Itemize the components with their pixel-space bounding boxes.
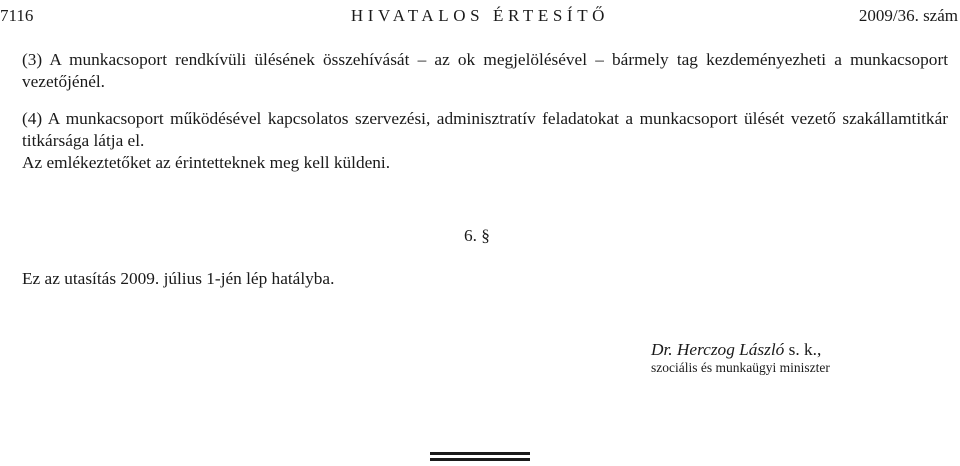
journal-title: HIVATALOS ÉRTESÍTŐ	[350, 6, 610, 25]
effective-date-text: Ez az utasítás 2009. július 1-jén lép hatályba.	[22, 269, 335, 288]
page-header	[0, 6, 960, 28]
signer-suffix: s. k.,	[784, 340, 822, 359]
footer-double-rule	[430, 452, 530, 464]
rule-line-top	[430, 452, 530, 455]
page-number: 7116	[0, 6, 34, 25]
signer-title: szociális és munkaügyi miniszter	[651, 360, 830, 375]
signature-block	[651, 340, 821, 360]
paragraph-notes: Az emlékeztetőket az érintetteknek meg kell küldeni.	[22, 153, 391, 172]
rule-line-bottom	[430, 458, 530, 461]
issue-number: 2009/36. szám	[858, 6, 958, 25]
paragraph-3: (3) A munkacsoport rendkívüli ülésének összehívását – az ok megjelölésével – bármely tag kezdeményezheti a munkacsoport vezetőjénél.	[22, 50, 948, 91]
paragraph-4: (4) A munkacsoport működésével kapcsolatos szervezési, adminisztratív feladatokat a munkacsoport ülését vezető szakállamtitkár titkársága látja el.	[22, 109, 948, 150]
signer-name: Dr. Herczog László	[651, 340, 785, 359]
section-heading: 6. §	[464, 226, 490, 245]
